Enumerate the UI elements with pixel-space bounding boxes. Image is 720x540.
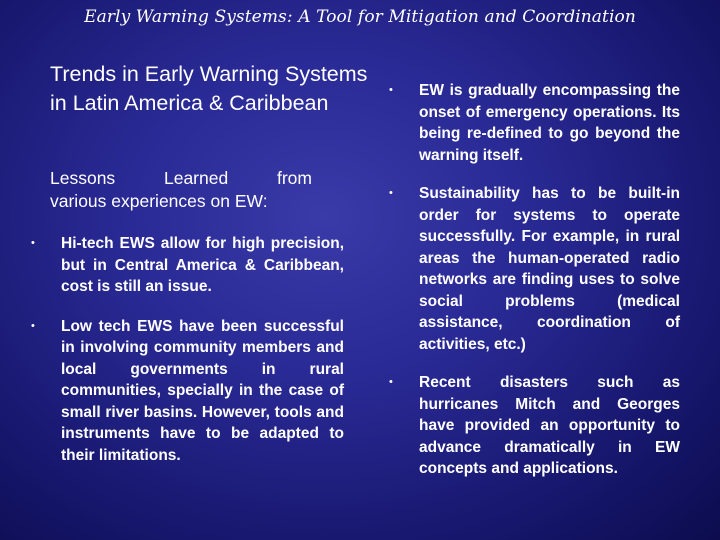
bullet-icon: • (389, 376, 393, 388)
bullet-item (386, 80, 680, 166)
bullet-icon: • (31, 319, 35, 332)
bullet-text: Recent disasters such as hurricanes Mitch and Georges have provided an opportunity to advance dramatically in EW concepts and applications. (419, 374, 680, 477)
bullet-icon: • (31, 237, 35, 249)
bullet-item (386, 372, 680, 480)
bullet-text: Low tech EWS have been successful in involving community members and local governments in rural communities, specially in the case of small river basins. However, tools and instruments have to be adapted to their limitations. (61, 317, 344, 464)
bullet-icon: • (389, 187, 393, 199)
bullet-item (28, 233, 344, 298)
right-bullet-list (386, 80, 680, 497)
left-bullet-list (28, 233, 344, 484)
slide-title: Early Warning Systems: A Tool for Mitigation and Coordination (84, 7, 636, 27)
bullet-text: EW is gradually encompassing the onset of emergency operations. Its being re-defined to go beyond the warning itself. (419, 82, 680, 164)
lessons-learned-subheading (50, 167, 312, 213)
subheading-line-1: Lessons Learned from (50, 168, 312, 188)
bullet-text: Hi-tech EWS allow for high precision, but in Central America & Caribbean, cost is still an issue. (61, 235, 344, 295)
bullet-item (386, 183, 680, 355)
bullet-icon: • (389, 84, 393, 96)
bullet-text: Sustainability has to be built-in order for systems to operate successfully. For example, in rural areas the human-operated radio networks are finding uses to solve social problems (medical assistance, coordination of activities, etc.) (419, 185, 680, 353)
bullet-item (28, 316, 344, 467)
subheading-line-2: various experiences on EW: (50, 191, 268, 211)
section-heading: Trends in Early Warning Systems in Latin America & Caribbean (50, 62, 368, 115)
